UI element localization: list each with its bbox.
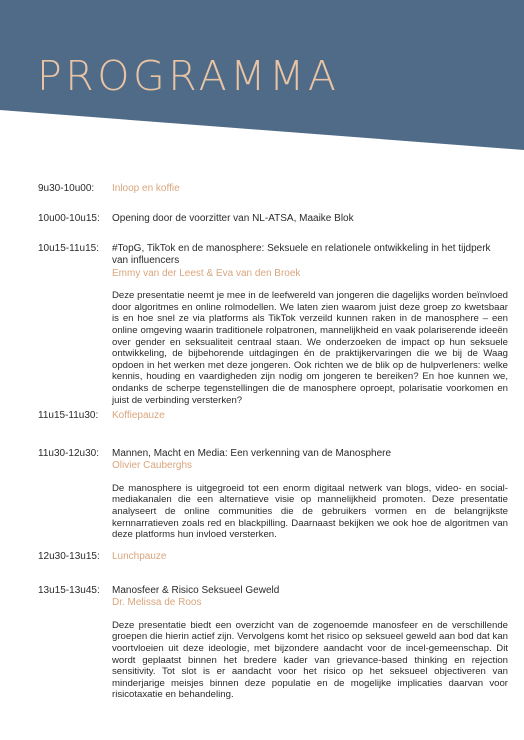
item-time: 11u30-12u30: <box>38 448 99 459</box>
item-content <box>112 243 508 406</box>
item-title: Mannen, Macht en Media: Een verkenning van de Manosphere <box>112 448 392 459</box>
item-time: 10u00-10u15: <box>38 213 100 224</box>
item-speaker: Olivier Cauberghs <box>112 460 193 472</box>
item-description: Deze presentatie neemt je mee in de leefwereld van jongeren die dagelijks worden beïnvloed door algoritmes en online rolmodellen. We laten zien waarom juist deze groep zo kwetsbaar is en hoe snel ze via platforms als TikTok verzeild kunnen raken in de manosphere – een online omgeving waarin traditionele rolpatronen, mannelijkheid en vaak polariserende ideeën over gender en seksualiteit centraal staan. We onderzoeken de impact op hun seksuele ontwikkeling, de bijbehorende uitdagingen én de praktijkervaringen die we bij de Waag opdoen in het werken met deze jongeren. Ook richten we de blik op de hulpverleners: welke kennis, houding en vaardigheden zijn nodig om jongeren te bereiken? En hoe kunnen we, ondanks de scherpe tegenstellingen die de manosphere oproept, polarisatie voorkomen en juist de verbinding versterken? <box>112 290 508 406</box>
item-content <box>112 585 508 701</box>
item-title: Opening door de voorzitter van NL-ATSA, Maaike Blok <box>112 213 354 224</box>
item-time: 9u30-10u00: <box>38 183 95 194</box>
item-speaker: Dr. Melissa de Roos <box>112 597 202 609</box>
page-title: PROGRAMMA <box>37 52 340 100</box>
item-title: Lunchpauze <box>112 551 167 562</box>
header-banner <box>0 0 524 160</box>
item-time: 10u15-11u15: <box>38 243 99 254</box>
item-title: #TopG, TikTok en de manosphere: Seksuele en relationele ontwikkeling in het tijdperk van influencers <box>112 243 491 267</box>
item-speaker: Emmy van der Leest & Eva van den Broek <box>112 267 301 279</box>
item-time: 13u15-13u45: <box>38 585 100 596</box>
item-time: 11u15-11u30: <box>38 410 99 421</box>
item-content <box>112 448 508 541</box>
item-title: Inloop en koffie <box>112 183 180 194</box>
item-title: Manosfeer & Risico Seksueel Geweld <box>112 585 280 596</box>
item-title: Koffiepauze <box>112 410 165 421</box>
item-description: Deze presentatie biedt een overzicht van de zogenoemde manosfeer en de verschillende groepen die hierin actief zijn. Vervolgens komt het risico op seksueel geweld aan bod dat kan voortvloeien uit deze ideologie, met bijzondere aandacht voor de incel-gemeenschap. Dit wordt geplaatst binnen het bredere kader van grievance-based thinking en rejection sensitivity. Tot slot is er aandacht voor het risico op het seksueel objectiveren van minderjarige meisjes binnen deze populatie en de mogelijke implicaties daarvan voor risicotaxatie en behandeling. <box>112 619 508 701</box>
item-description: De manosphere is uitgegroeid tot een enorm digitaal netwerk van blogs, video- en social-mediakanalen die een alternatieve visie op mannelijkheid promoten. Deze presentatie analyseert de online communities die de gebruikers vormen en de belangrijkste kernnarratieven zoals red en blackpilling. Daarnaast bekijken we ook hoe de algoritmen van deze platforms hun invloed versterken. <box>112 482 508 541</box>
item-time: 12u30-13u15: <box>38 551 100 562</box>
